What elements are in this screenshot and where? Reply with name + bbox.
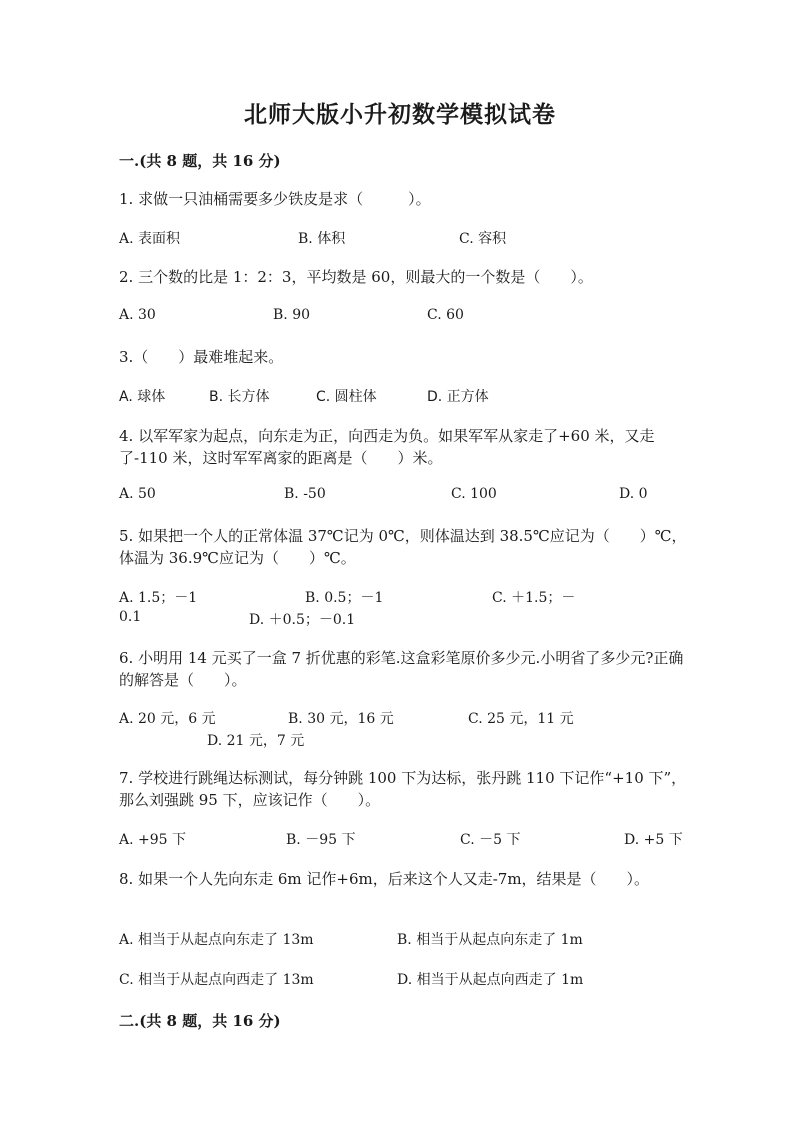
question-8-option-c: C. 相当于从起点向西走了 13m (119, 972, 314, 988)
question-8-option-d: D. 相当于从起点向西走了 1m (397, 972, 584, 988)
question-7-option-d: D. +5 下 (624, 832, 683, 848)
question-2-option-b: B. 90 (273, 307, 311, 323)
question-7-option-b: B. －95 下 (286, 832, 356, 848)
question-3-option-a: A. 球体 (119, 389, 166, 405)
question-2: 2. 三个数的比是 1：2：3，平均数是 60，则最大的一个数是（ ）。 (119, 268, 593, 286)
question-5-option-d: D. ＋0.5；－0.1 (249, 612, 356, 628)
question-6-option-c: C. 25 元，11 元 (468, 711, 574, 727)
question-3: 3.（ ）最难堆起来。 (119, 348, 284, 366)
question-7: 7. 学校进行跳绳达标测试，每分钟跳 100 下为达标，张丹跳 110 下记作“+10 下”，那么刘强跳 95 下，应该记作（ ）。 (119, 769, 687, 809)
question-5-option-a: A. 1.5；－1 (119, 590, 198, 606)
question-1: 1. 求做一只油桶需要多少铁皮是求（ ）。 (119, 190, 431, 208)
question-1-option-b: B. 体积 (298, 231, 346, 247)
question-1-option-a: A. 表面积 (119, 231, 181, 247)
question-5-option-b: B. 0.5；－1 (305, 590, 384, 606)
section-heading-1: 一.(共 8 题，共 16 分) (119, 152, 281, 170)
question-5: 5. 如果把一个人的正常体温 37℃记为 0℃，则体温达到 38.5℃应记为（ ）℃，体温为 36.9℃应记为（ ）℃。 (119, 527, 687, 567)
question-2-option-c: C. 60 (427, 307, 464, 323)
question-6-option-d: D. 21 元，7 元 (207, 733, 305, 749)
question-6: 6. 小明用 14 元买了一盒 7 折优惠的彩笔.这盒彩笔原价多少元.小明省了多少元?正确的解答是（ ）。 (119, 649, 684, 689)
question-3-option-b: B. 长方体 (209, 389, 270, 405)
question-5-option-c-continued: 0.1 (119, 609, 142, 625)
question-8-option-a: A. 相当于从起点向东走了 13m (119, 932, 314, 948)
page-title: 北师大版小升初数学模拟试卷 (244, 101, 556, 128)
question-4: 4. 以军军家为起点，向东走为正，向西走为负。如果军军从家走了+60 米，又走了-110 米，这时军军离家的距离是（ ）米。 (119, 427, 655, 467)
question-7-option-c: C. －5 下 (460, 832, 521, 848)
section-heading-2: 二.(共 8 题，共 16 分) (119, 1012, 281, 1030)
question-2-option-a: A. 30 (119, 307, 156, 323)
question-6-option-b: B. 30 元，16 元 (288, 711, 394, 727)
question-6-option-a: A. 20 元，6 元 (119, 711, 216, 727)
question-3-option-c: C. 圆柱体 (316, 389, 377, 405)
question-4-option-c: C. 100 (451, 486, 497, 502)
question-4-option-d: D. 0 (619, 486, 648, 502)
question-4-option-a: A. 50 (119, 486, 156, 502)
question-8-option-b: B. 相当于从起点向东走了 1m (397, 932, 583, 948)
question-8: 8. 如果一个人先向东走 6m 记作+6m，后来这个人又走-7m，结果是（ ）。 (119, 870, 650, 888)
question-1-option-c: C. 容积 (459, 231, 507, 247)
question-5-option-c: C. ＋1.5；－ (492, 590, 576, 606)
question-3-option-d: D. 正方体 (427, 389, 489, 405)
question-7-option-a: A. +95 下 (119, 832, 187, 848)
question-4-option-b: B. -50 (284, 486, 326, 502)
